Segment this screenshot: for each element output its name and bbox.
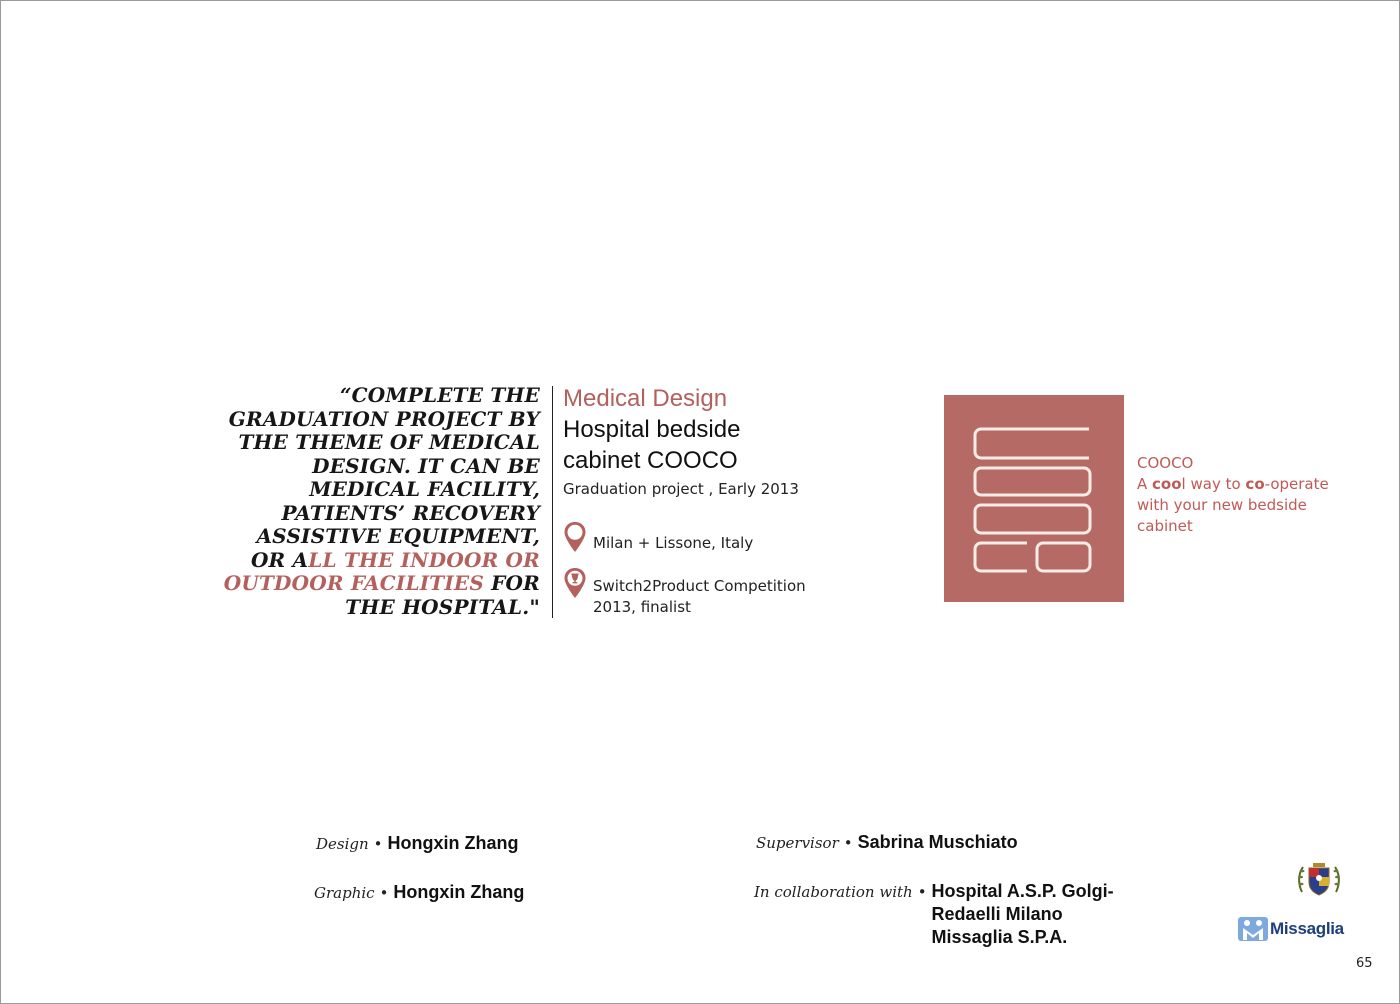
credit-collaboration (754, 880, 1114, 949)
tagline-c: l way to (1181, 475, 1246, 493)
collab-line3: Missaglia S.P.A. (931, 927, 1068, 947)
tagline-line2: with your new bedside (1137, 496, 1307, 514)
map-pin-icon (563, 520, 587, 554)
credit-role-design: Design (316, 835, 369, 853)
project-location: Milan + Lissone, Italy (593, 534, 754, 552)
location-row (563, 520, 753, 554)
hospital-crest-icon (1296, 862, 1342, 898)
credit-name-graphic: Hongxin Zhang (393, 882, 525, 902)
missaglia-mark-icon (1238, 916, 1268, 942)
credit-design (316, 832, 519, 855)
credit-separator: • (373, 835, 383, 853)
missaglia-name: Missaglia (1270, 919, 1344, 938)
project-title-line1: Hospital bedside (563, 416, 741, 443)
tagline-d: -operate (1264, 475, 1329, 493)
project-category: Medical Design (563, 385, 728, 412)
quote-text-part1: “COMPLETE THE GRADUATION PROJECT BY THE THEME OF MEDICAL DESIGN. IT CAN BE MEDICAL FACILITY, PATIENTS’ RECOVERY ASSISTIVE EQUIPMENT, OR A (228, 383, 540, 572)
credit-supervisor (756, 831, 1018, 854)
missaglia-logo (1238, 916, 1344, 942)
award-line1: Switch2Product Competition (593, 577, 806, 595)
cooco-logo-mark (944, 395, 1124, 602)
credit-separator: • (379, 884, 389, 902)
tagline-bold-co: co (1245, 475, 1265, 493)
credit-graphic (314, 881, 524, 904)
tagline-line3: cabinet (1137, 517, 1193, 535)
credit-name-design: Hongxin Zhang (387, 833, 519, 853)
collab-line1: Hospital A.S.P. Golgi- (931, 881, 1114, 901)
project-title-line2: cabinet COOCO (563, 447, 738, 474)
tagline-bold-coo: coo (1152, 475, 1182, 493)
cooco-logo (944, 395, 1124, 602)
credit-role-graphic: Graphic (314, 884, 375, 902)
page-number: 65 (1356, 956, 1373, 971)
credit-separator: • (917, 883, 927, 901)
credit-separator: • (843, 834, 853, 852)
trophy-pin-icon (563, 566, 587, 600)
tagline-a: A (1137, 475, 1153, 493)
collab-line2: Redaelli Milano (931, 904, 1063, 924)
award-text (593, 576, 806, 618)
project-info (563, 384, 893, 616)
divider-line (552, 386, 553, 618)
credit-collab-names (932, 880, 1114, 949)
tagline-line1 (1137, 474, 1377, 495)
award-row (563, 566, 806, 618)
credit-role-collaboration: In collaboration with (754, 883, 913, 901)
award-line2: 2013, finalist (593, 598, 691, 616)
project-subtitle: Graduation project , Early 2013 (563, 480, 799, 498)
project-quote (220, 384, 540, 619)
credit-name-supervisor: Sabrina Muschiato (857, 832, 1018, 852)
credit-role-supervisor: Supervisor (756, 834, 839, 852)
logo-tagline (1137, 453, 1377, 537)
logo-name: COOCO (1137, 454, 1194, 472)
quote-text-part2: FOR THE HOSPITAL." (345, 571, 540, 619)
quote-text-highlight: LL THE INDOOR OR OUTDOOR FACILITIES (223, 547, 540, 595)
